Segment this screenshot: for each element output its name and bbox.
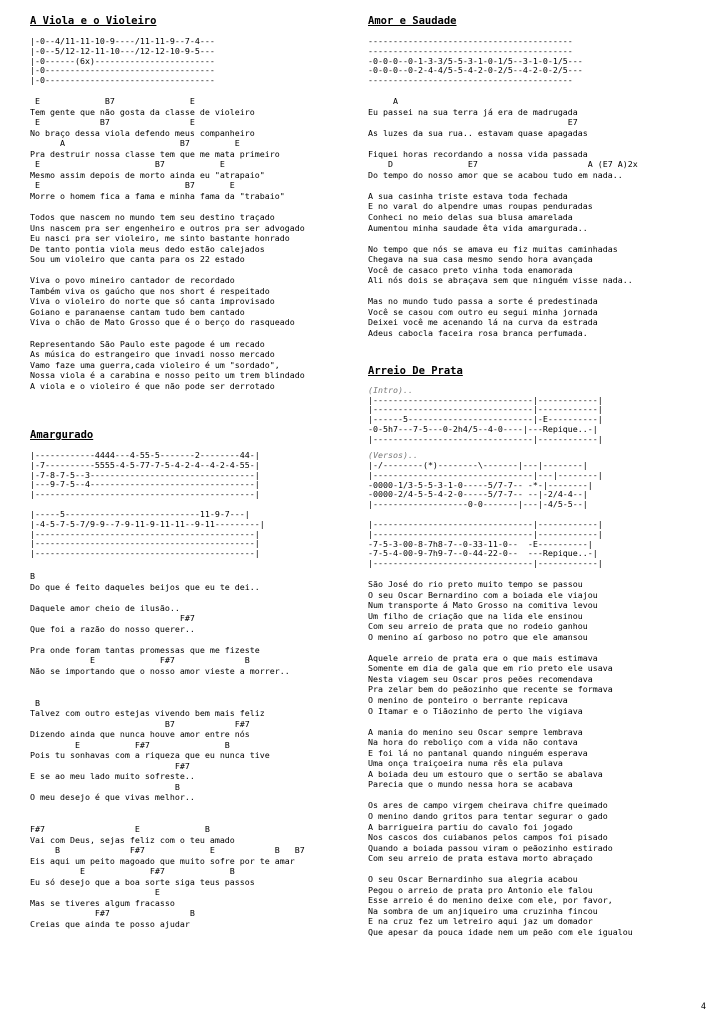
tablature: |-0--4/11-11-10-9----/11-11-9--7-4--- |-0--5/12-12-11-10---/12-12-10-9-5--- |-0------(6x)------------------------ |-0---------------------------------- |-0---------------------------------- <box>30 36 215 86</box>
lyrics: São José do rio preto muito tempo se passou O seu Oscar Bernardino com a boiada ele viajou Num transporte á Mato Grosso na comitiva levou Um filho de criação que na lida ele ensinou Com seu arreio de prata que no rodeio ganhou O menino aí garboso no potro que ele amansou Aquele arreio de prata era o que mais estimava Somente em dia de gala que em rio preto ele usava Nesta viagem seu Oscar pros peões recomendava Pra zelar bem do peãozinho que recente se formava O menino de ponteiro o berrante repicava O Itamar e o Tiãozinho de perto lhe vigiava A mania do menino seu Oscar sempre lembrava Na hora do reboliço com a vida não contava E foi lá no pantanal quando ninguém esperava Uma onça traiçoeira numa rês ela pulava A boiada deu um estouro que o sertão se abalava Parecia que o mundo nessa hora se acabava Os ares de campo virgem cheirava chifre queimado O menino dando gritos para tentar segurar o gado A barrigueira partiu do cavalo foi jogado Nos cascos dos cuiabanos pelos campos foi pisado Quando a boiada passou viram o peãozinho estirado Com seu arreio de prata estava morto abraçado O seu Oscar Bernardinho sua alegria acabou Pegou o arreio de prata pro Antonio ele falou Esse arreio é do menino deixe com ele, por favor, Na sombra de um anjiqueiro uma cruzinha fincou E na cruz fez um letreiro aqui jaz um domador Que apesar da pouca idade nem um peão com ele igualou <box>368 578 633 937</box>
versos-tablature-2: |--------------------------------|------------| |--------------------------------|------------| -7-5-3-00-8-7h8-7--0-33-11-0-- -E----------| -7-5-4-00-9-7h9-7--0-44-22-0-- ---Repique..-| |--------------------------------|------------| <box>368 518 603 569</box>
song-viola-e-o-violeiro <box>30 14 360 391</box>
song-arreio-de-prata <box>368 364 708 938</box>
intro-label: (Intro).. <box>368 385 413 395</box>
song-amor-e-saudade <box>368 14 708 339</box>
song-title: A Viola e o Violeiro <box>30 15 157 27</box>
song-title: Arreio De Prata <box>368 365 463 377</box>
lyrics-with-chords: B Do que é feito daqueles beijos que eu te dei.. Daquele amor cheio de ilusão.. F#7 Que foi a razão do nosso querer.. Pra onde foram tantas promessas que me fizeste E F#7 B Não se importando que o nosso amor vieste a morrer.. B Talvez com outro estejas vivendo bem mais feliz B7 F#7 Dizendo ainda que nunca houve amor entre nós E F#7 B Pois tu sonhavas com a riqueza que eu nunca tive F#7 E se ao meu lado muito sofreste.. B O meu desejo é que vivas melhor.. F#7 E B Vai com Deus, sejas feliz com o teu amado B F#7 E B B7 Eis aqui um peito magoado que muito sofre por te amar E F#7 B Eu só desejo que a boa sorte siga teus passos E Mas se tiveres algum fracasso F#7 B Creias que ainda te posso ajudar <box>30 570 305 930</box>
versos-label: (Versos).. <box>368 450 418 461</box>
tablature: ----------------------------------------- ----------------------------------------- -0-0-0--0-1-3-3/5-5-3-1-0-1/5--3-1-0-1/5--- -0-0-0--0-2-4-4/5-5-4-2-0-2/5--4-2-0-2/5--- ----------------------------------------- <box>368 36 583 86</box>
lyrics-with-chords: E B7 E Tem gente que não gosta da classe de violeiro E B7 E No braço dessa viola defendo meus companheiro A B7 E Pra destruir nossa classe tem que me mata primeiro E B7 E Mesmo assim depois de morto ainda eu "atrapaio" E B7 E Morre o homem fica a fama e minha fama da "trabaio" Todos que nascem no mundo tem seu destino traçado Uns nascem pra ser engenheiro e outros pra ser advogado Eu nasci pra ser violeiro, me sinto bastante honrado De tanto pontia viola meus dedo estão calejados Sou um violeiro que canta para os 22 estado Viva o povo mineiro cantador de recordado Também viva os gaúcho que nos short é respeitado Viva o violeiro do norte que só canta improvisado Goiano e paranaense cantam tudo bem cantado Viva o chão de Mato Grosso que é o berço do rasqueado Representando São Paulo este pagode é um recado As música do estrangeiro que invadi nosso mercado Vamo faze uma guerra,cada violeiro é um "sordado", Nossa viola é a carabina e nosso peito um trem blindado A viola e o violeiro é que não pode ser derrotado <box>30 95 305 391</box>
tablature-2: |-----5---------------------------11-9-7---| |-4-5-7-5-7/9-9--7-9-11-9-11-11--9-11---------| |--------------------------------------------| |--------------------------------------------| |--------------------------------------------| <box>30 508 265 559</box>
song-title: Amor e Saudade <box>368 15 457 27</box>
song-title: Amargurado <box>30 429 94 441</box>
versos-tablature-1: |-/--------(*)--------\-------|---|--------| |--------------------------------|---|--------| -0000-1/3-5-5-3-1-0-----5/7-7-- -*-|--------| -0000-2/4-5-5-4-2-0-----5/7-7-- --|-2/4-4--| |-------------------0-0-------|---|-4/5-5--| <box>368 459 603 510</box>
lyrics-with-chords: A Eu passei na sua terra já era de madrugada E7 As luzes da sua rua.. estavam quase apagadas Fiquei horas recordando a nossa vida passada D E7 A (E7 A)2x Do tempo do nosso amor que se acabou tudo em nada.. A sua casinha triste estava toda fechada E no varal do alpendre umas roupas penduradas Conheci no meio delas sua blusa amarelada Aumentou minha saudade êta vida amargurada.. No tempo que nós se amava eu fiz muitas caminhadas Chegava na sua casa mesmo sendo hora avançada Você de casaco preto vinha toda enamorada Ali nós dois se abraçava sem que ninguém visse nada.. Mas no mundo tudo passa a sorte é predestinada Você se casou com outro eu segui minha jornada Deixei você me acenando lá na curva da estrada Adeus cabocla faceira rosa branca perfumada. <box>368 95 638 339</box>
tablature-1: |------------4444---4-55-5-------2--------44-| |-7----------5555-4-5-77-7-5-4-2-4--4-2-4-55-| |-7-8-7-5--3---------------------------------| |---9-7-5--4---------------------------------| |--------------------------------------------| <box>30 450 260 500</box>
song-amargurado <box>30 428 360 930</box>
intro-tablature: |--------------------------------|------------| |--------------------------------|------------| |------5-------------------------|-E----------| -0-5h7---7-5---0-2h4/5--4-0----|---Repique..-| |--------------------------------|------------| <box>368 394 603 444</box>
page-number: 4 <box>700 1002 706 1012</box>
